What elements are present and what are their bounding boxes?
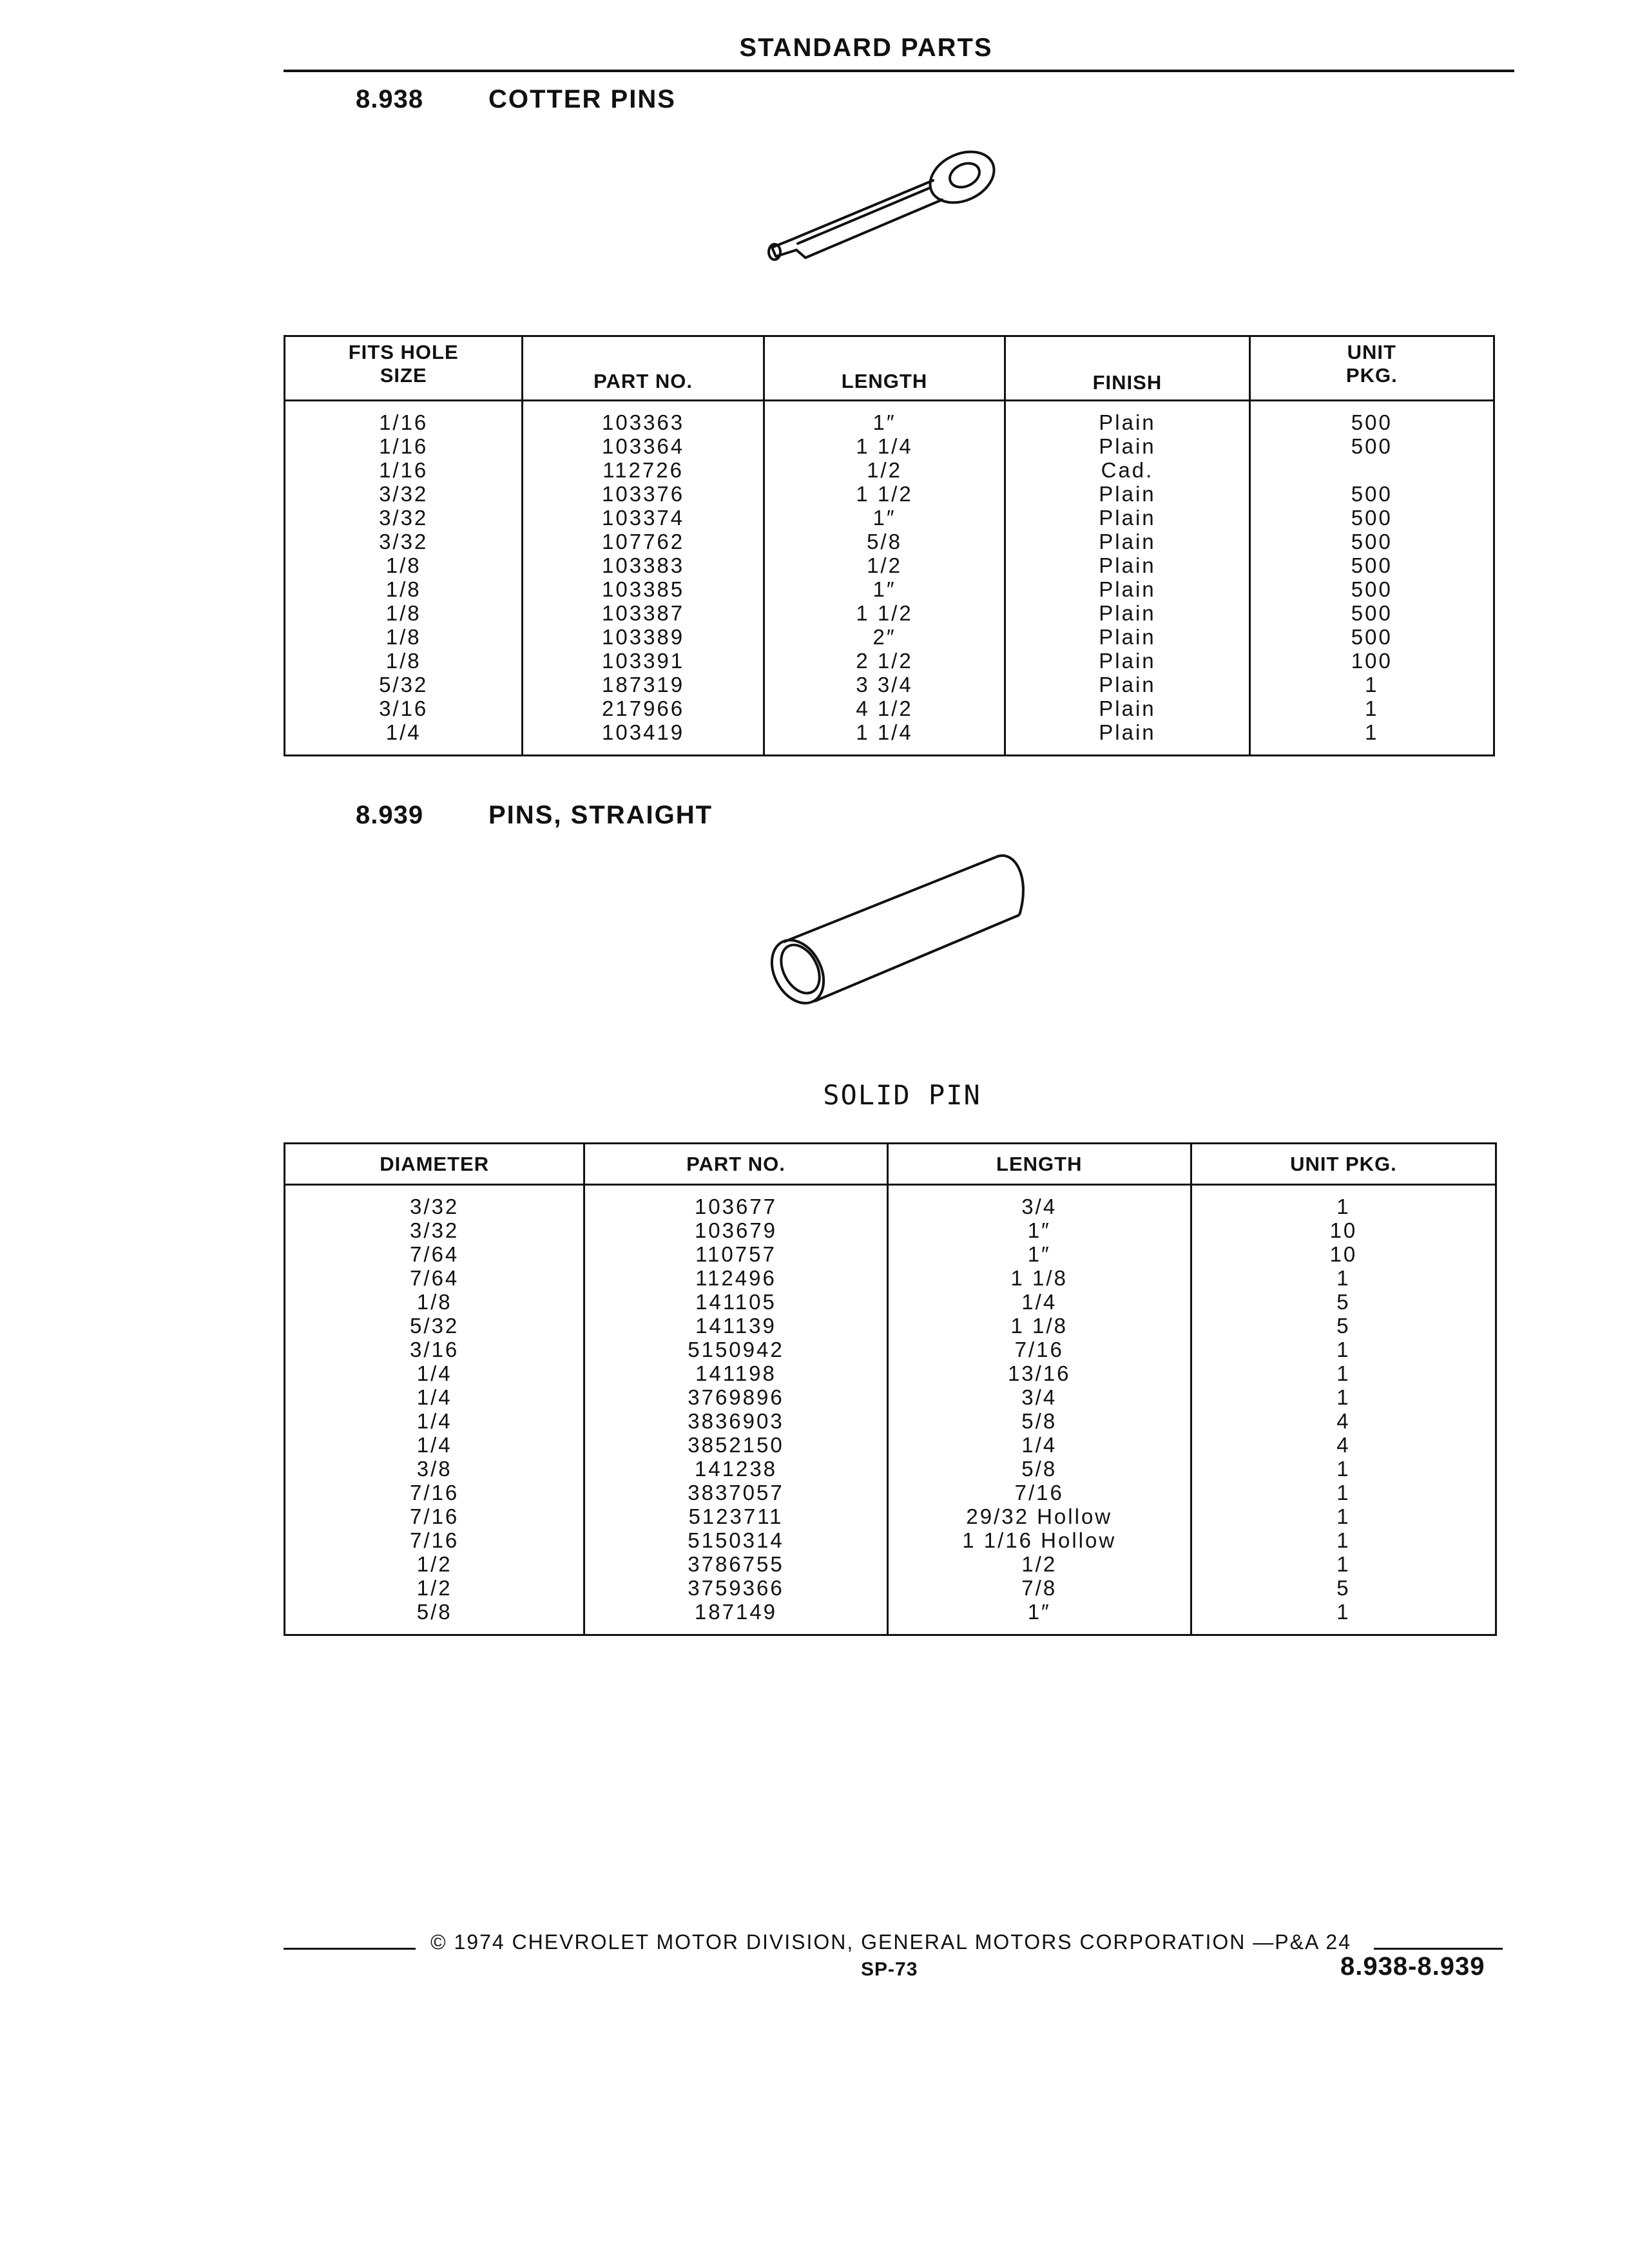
part-number-cell: 112726 bbox=[523, 458, 764, 482]
part-number-cell: 141139 bbox=[584, 1314, 887, 1338]
length-cell: 1/2 bbox=[764, 553, 1005, 577]
unit-pkg-cell: 1 bbox=[1191, 1266, 1496, 1290]
diameter-cell: 1/2 bbox=[285, 1552, 584, 1576]
finish-cell: Plain bbox=[1005, 553, 1249, 577]
unit-pkg-cell: 500 bbox=[1249, 601, 1494, 625]
table-row bbox=[285, 1457, 1496, 1481]
unit-pkg-cell: 500 bbox=[1249, 482, 1494, 506]
column-header-fits-hole-size: FITS HOLE SIZE bbox=[285, 336, 523, 401]
column-header-part-no: PART NO. bbox=[523, 336, 764, 401]
length-cell: 4 1/2 bbox=[764, 697, 1005, 720]
table-row bbox=[285, 482, 1494, 506]
table-row bbox=[285, 1576, 1496, 1600]
part-number-cell: 3769896 bbox=[584, 1385, 887, 1409]
diameter-cell: 1/4 bbox=[285, 1385, 584, 1409]
diameter-cell: 1/4 bbox=[285, 1409, 584, 1433]
table-row bbox=[285, 601, 1494, 625]
part-number-cell: 217966 bbox=[523, 697, 764, 720]
part-number-cell: 107762 bbox=[523, 530, 764, 553]
table-row bbox=[285, 1600, 1496, 1635]
diameter-cell: 3/16 bbox=[285, 1338, 584, 1361]
diameter-cell: 1/2 bbox=[285, 1576, 584, 1600]
page-identifier: 8.938-8.939 bbox=[1340, 1952, 1485, 1981]
table-row bbox=[285, 506, 1494, 530]
table-row bbox=[285, 720, 1494, 756]
finish-cell: Plain bbox=[1005, 649, 1249, 673]
hole-size-cell: 1/16 bbox=[285, 434, 523, 458]
length-cell: 7/16 bbox=[887, 1338, 1191, 1361]
hole-size-cell: 3/32 bbox=[285, 482, 523, 506]
unit-pkg-cell: 1 bbox=[1191, 1600, 1496, 1635]
column-header-unit-pkg: UNIT PKG. bbox=[1191, 1144, 1496, 1185]
part-number-cell: 112496 bbox=[584, 1266, 887, 1290]
length-cell: 1 1/8 bbox=[887, 1314, 1191, 1338]
part-number-cell: 3852150 bbox=[584, 1433, 887, 1457]
length-cell: 1 1/2 bbox=[764, 601, 1005, 625]
part-number-cell: 103419 bbox=[523, 720, 764, 756]
page-header-title: STANDARD PARTS bbox=[739, 34, 993, 62]
length-cell: 3 3/4 bbox=[764, 673, 1005, 697]
part-number-cell: 103387 bbox=[523, 601, 764, 625]
unit-pkg-cell: 500 bbox=[1249, 530, 1494, 553]
hole-size-cell: 1/8 bbox=[285, 577, 523, 601]
finish-cell: Plain bbox=[1005, 482, 1249, 506]
figure-caption: SOLID PIN bbox=[823, 1079, 981, 1111]
table-row bbox=[285, 553, 1494, 577]
length-cell: 5/8 bbox=[764, 530, 1005, 553]
diameter-cell: 3/32 bbox=[285, 1185, 584, 1219]
hole-size-cell: 1/16 bbox=[285, 401, 523, 435]
table-row bbox=[285, 458, 1494, 482]
part-number-cell: 103363 bbox=[523, 401, 764, 435]
part-number-cell: 103374 bbox=[523, 506, 764, 530]
hole-size-cell: 3/16 bbox=[285, 697, 523, 720]
part-number-cell: 103376 bbox=[523, 482, 764, 506]
diameter-cell: 1/4 bbox=[285, 1433, 584, 1457]
footer-rule-right bbox=[1374, 1948, 1503, 1950]
section-title: COTTER PINS bbox=[488, 85, 676, 113]
diameter-cell: 5/32 bbox=[285, 1314, 584, 1338]
table-row bbox=[285, 1242, 1496, 1266]
length-cell: 3/4 bbox=[887, 1385, 1191, 1409]
part-number-cell: 103679 bbox=[584, 1218, 887, 1242]
column-header-finish: FINISH bbox=[1005, 336, 1249, 401]
table-row bbox=[285, 577, 1494, 601]
hole-size-cell: 1/16 bbox=[285, 458, 523, 482]
length-cell: 1/2 bbox=[887, 1552, 1191, 1576]
unit-pkg-cell: 500 bbox=[1249, 434, 1494, 458]
part-number-cell: 103383 bbox=[523, 553, 764, 577]
hole-size-cell: 3/32 bbox=[285, 530, 523, 553]
diameter-cell: 7/16 bbox=[285, 1504, 584, 1528]
part-number-cell: 103677 bbox=[584, 1185, 887, 1219]
length-cell: 1″ bbox=[887, 1600, 1191, 1635]
length-cell: 1″ bbox=[887, 1242, 1191, 1266]
column-header-unit-pkg: UNIT PKG. bbox=[1249, 336, 1494, 401]
table-row bbox=[285, 649, 1494, 673]
unit-pkg-cell bbox=[1249, 458, 1494, 482]
part-number-cell: 187319 bbox=[523, 673, 764, 697]
header-rule bbox=[284, 70, 1514, 72]
length-cell: 5/8 bbox=[887, 1409, 1191, 1433]
table-row bbox=[285, 1528, 1496, 1552]
hole-size-cell: 1/8 bbox=[285, 601, 523, 625]
unit-pkg-cell: 1 bbox=[1249, 673, 1494, 697]
table-row bbox=[285, 1552, 1496, 1576]
table-row bbox=[285, 1433, 1496, 1457]
diameter-cell: 5/8 bbox=[285, 1600, 584, 1635]
part-number-cell: 141198 bbox=[584, 1361, 887, 1385]
finish-cell: Plain bbox=[1005, 601, 1249, 625]
section-title: PINS, STRAIGHT bbox=[488, 801, 713, 829]
finish-cell: Plain bbox=[1005, 697, 1249, 720]
footer-rule-left bbox=[284, 1948, 416, 1950]
table-row bbox=[285, 1385, 1496, 1409]
finish-cell: Plain bbox=[1005, 720, 1249, 756]
length-cell: 1″ bbox=[764, 401, 1005, 435]
hole-size-cell: 1/4 bbox=[285, 720, 523, 756]
table-row bbox=[285, 401, 1494, 435]
unit-pkg-cell: 500 bbox=[1249, 401, 1494, 435]
part-number-cell: 5123711 bbox=[584, 1504, 887, 1528]
unit-pkg-cell: 500 bbox=[1249, 506, 1494, 530]
hole-size-cell: 1/8 bbox=[285, 625, 523, 649]
unit-pkg-cell: 10 bbox=[1191, 1242, 1496, 1266]
table-row bbox=[285, 625, 1494, 649]
diameter-cell: 3/32 bbox=[285, 1218, 584, 1242]
column-header-length: LENGTH bbox=[887, 1144, 1191, 1185]
copyright-notice: © 1974 CHEVROLET MOTOR DIVISION, GENERAL MOTORS CORPORATION —P&A 24 bbox=[430, 1930, 1351, 1954]
finish-cell: Plain bbox=[1005, 577, 1249, 601]
cotter-pins-table bbox=[284, 335, 1495, 756]
unit-pkg-cell: 5 bbox=[1191, 1314, 1496, 1338]
length-cell: 2″ bbox=[764, 625, 1005, 649]
hole-size-cell: 3/32 bbox=[285, 506, 523, 530]
unit-pkg-cell: 10 bbox=[1191, 1218, 1496, 1242]
length-cell: 2 1/2 bbox=[764, 649, 1005, 673]
document-code: SP-73 bbox=[861, 1959, 918, 1980]
table-row bbox=[285, 1218, 1496, 1242]
part-number-cell: 187149 bbox=[584, 1600, 887, 1635]
length-cell: 1 1/16 Hollow bbox=[887, 1528, 1191, 1552]
diameter-cell: 1/4 bbox=[285, 1361, 584, 1385]
length-cell: 5/8 bbox=[887, 1457, 1191, 1481]
unit-pkg-cell: 5 bbox=[1191, 1290, 1496, 1314]
unit-pkg-cell: 1 bbox=[1191, 1552, 1496, 1576]
unit-pkg-cell: 1 bbox=[1191, 1361, 1496, 1385]
table-row bbox=[285, 1504, 1496, 1528]
table-row bbox=[285, 1314, 1496, 1338]
unit-pkg-cell: 1 bbox=[1191, 1185, 1496, 1219]
unit-pkg-cell: 1 bbox=[1191, 1385, 1496, 1409]
length-cell: 1″ bbox=[764, 577, 1005, 601]
unit-pkg-cell: 500 bbox=[1249, 553, 1494, 577]
table-row bbox=[285, 1338, 1496, 1361]
unit-pkg-cell: 500 bbox=[1249, 625, 1494, 649]
length-cell: 3/4 bbox=[887, 1185, 1191, 1219]
part-number-cell: 3837057 bbox=[584, 1481, 887, 1504]
unit-pkg-cell: 4 bbox=[1191, 1409, 1496, 1433]
hole-size-cell: 1/8 bbox=[285, 649, 523, 673]
finish-cell: Plain bbox=[1005, 673, 1249, 697]
part-number-cell: 3836903 bbox=[584, 1409, 887, 1433]
part-number-cell: 3786755 bbox=[584, 1552, 887, 1576]
straight-pin-illustration bbox=[767, 850, 1037, 1018]
length-cell: 1″ bbox=[764, 506, 1005, 530]
unit-pkg-cell: 1 bbox=[1191, 1457, 1496, 1481]
part-number-cell: 5150942 bbox=[584, 1338, 887, 1361]
length-cell: 7/8 bbox=[887, 1576, 1191, 1600]
table-row bbox=[285, 697, 1494, 720]
unit-pkg-cell: 1 bbox=[1191, 1481, 1496, 1504]
part-number-cell: 103389 bbox=[523, 625, 764, 649]
part-number-cell: 5150314 bbox=[584, 1528, 887, 1552]
diameter-cell: 7/16 bbox=[285, 1481, 584, 1504]
part-number-cell: 141105 bbox=[584, 1290, 887, 1314]
finish-cell: Plain bbox=[1005, 530, 1249, 553]
finish-cell: Cad. bbox=[1005, 458, 1249, 482]
part-number-cell: 141238 bbox=[584, 1457, 887, 1481]
hole-size-cell: 1/8 bbox=[285, 553, 523, 577]
length-cell: 1/4 bbox=[887, 1290, 1191, 1314]
finish-cell: Plain bbox=[1005, 434, 1249, 458]
finish-cell: Plain bbox=[1005, 625, 1249, 649]
part-number-cell: 103385 bbox=[523, 577, 764, 601]
length-cell: 1 1/8 bbox=[887, 1266, 1191, 1290]
length-cell: 1″ bbox=[887, 1218, 1191, 1242]
column-header-diameter: DIAMETER bbox=[285, 1144, 584, 1185]
table-row bbox=[285, 1361, 1496, 1385]
part-number-cell: 103364 bbox=[523, 434, 764, 458]
table-row bbox=[285, 1266, 1496, 1290]
section-number: 8.938 bbox=[356, 85, 424, 113]
unit-pkg-cell: 1 bbox=[1249, 720, 1494, 756]
table-row bbox=[285, 1290, 1496, 1314]
unit-pkg-cell: 1 bbox=[1191, 1504, 1496, 1528]
diameter-cell: 3/8 bbox=[285, 1457, 584, 1481]
length-cell: 1/4 bbox=[887, 1433, 1191, 1457]
hole-size-cell: 5/32 bbox=[285, 673, 523, 697]
length-cell: 29/32 Hollow bbox=[887, 1504, 1191, 1528]
section-number: 8.939 bbox=[356, 801, 424, 829]
length-cell: 1 1/2 bbox=[764, 482, 1005, 506]
diameter-cell: 7/64 bbox=[285, 1266, 584, 1290]
diameter-cell: 7/64 bbox=[285, 1242, 584, 1266]
length-cell: 1 1/4 bbox=[764, 434, 1005, 458]
table-row bbox=[285, 434, 1494, 458]
column-header-part-no: PART NO. bbox=[584, 1144, 887, 1185]
straight-pins-table bbox=[284, 1142, 1497, 1636]
table-row bbox=[285, 1409, 1496, 1433]
finish-cell: Plain bbox=[1005, 506, 1249, 530]
unit-pkg-cell: 500 bbox=[1249, 577, 1494, 601]
unit-pkg-cell: 1 bbox=[1191, 1338, 1496, 1361]
part-number-cell: 103391 bbox=[523, 649, 764, 673]
unit-pkg-cell: 100 bbox=[1249, 649, 1494, 673]
cotter-pin-illustration bbox=[760, 135, 1005, 274]
part-number-cell: 110757 bbox=[584, 1242, 887, 1266]
length-cell: 7/16 bbox=[887, 1481, 1191, 1504]
unit-pkg-cell: 4 bbox=[1191, 1433, 1496, 1457]
diameter-cell: 1/8 bbox=[285, 1290, 584, 1314]
length-cell: 1/2 bbox=[764, 458, 1005, 482]
unit-pkg-cell: 5 bbox=[1191, 1576, 1496, 1600]
length-cell: 1 1/4 bbox=[764, 720, 1005, 756]
table-row bbox=[285, 1481, 1496, 1504]
table-row bbox=[285, 530, 1494, 553]
diameter-cell: 7/16 bbox=[285, 1528, 584, 1552]
unit-pkg-cell: 1 bbox=[1249, 697, 1494, 720]
unit-pkg-cell: 1 bbox=[1191, 1528, 1496, 1552]
part-number-cell: 3759366 bbox=[584, 1576, 887, 1600]
length-cell: 13/16 bbox=[887, 1361, 1191, 1385]
column-header-length: LENGTH bbox=[764, 336, 1005, 401]
table-row bbox=[285, 673, 1494, 697]
table-row bbox=[285, 1185, 1496, 1219]
finish-cell: Plain bbox=[1005, 401, 1249, 435]
